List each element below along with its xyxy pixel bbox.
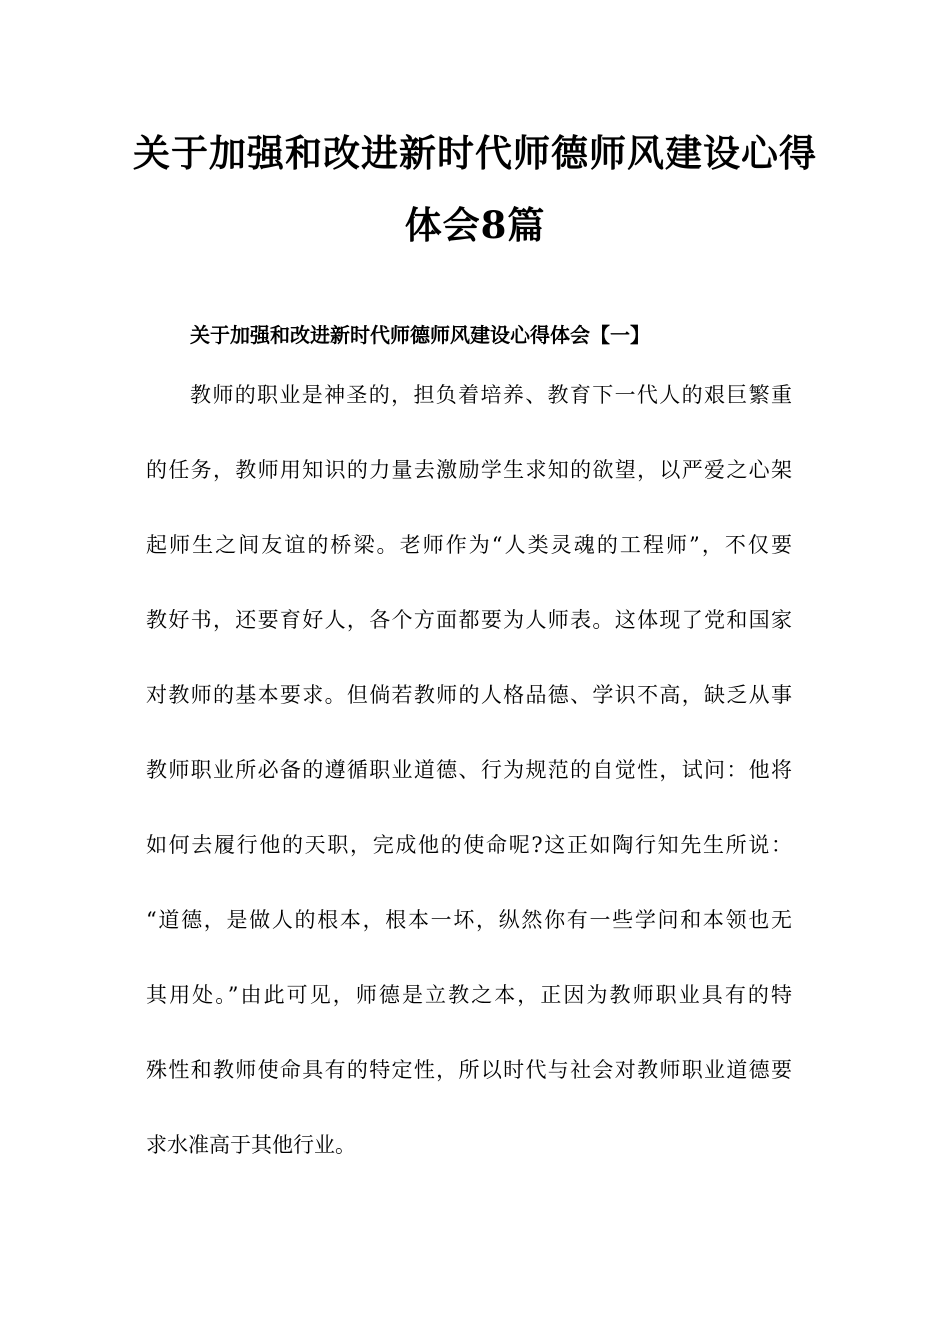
paragraph-line: 其用处。”由此可见，师德是立教之本，正因为教师职业具有的特 <box>146 983 792 1007</box>
paragraph-line: 对教师的基本要求。但倘若教师的人格品德、学识不高，缺乏从事 <box>146 683 792 707</box>
paragraph-line: 求水准高于其他行业。 <box>146 1133 356 1157</box>
document-title-line-1: 关于加强和改进新时代师德师风建设心得 <box>133 131 817 175</box>
section-heading: 关于加强和改进新时代师德师风建设心得体会【一】 <box>190 323 650 347</box>
paragraph-line: “道德，是做人的根本，根本一坏，纵然你有一些学问和本领也无 <box>146 908 792 932</box>
paragraph-line: 起师生之间友谊的桥梁。老师作为“人类灵魂的工程师”，不仅要 <box>146 533 792 557</box>
document-title-line-2: 体会8篇 <box>404 203 546 247</box>
paragraph-line: 教好书，还要育好人，各个方面都要为人师表。这体现了党和国家 <box>146 608 792 632</box>
paragraph-line: 教师的职业是神圣的，担负着培养、教育下一代人的艰巨繁重 <box>190 383 792 407</box>
paragraph-line: 如何去履行他的天职，完成他的使命呢?这正如陶行知先生所说： <box>146 833 792 857</box>
paragraph-line: 教师职业所必备的遵循职业道德、行为规范的自觉性，试问：他将 <box>146 758 792 782</box>
paragraph-line: 殊性和教师使命具有的特定性，所以时代与社会对教师职业道德要 <box>146 1058 792 1082</box>
paragraph-line: 的任务，教师用知识的力量去激励学生求知的欲望，以严爱之心架 <box>146 458 792 482</box>
